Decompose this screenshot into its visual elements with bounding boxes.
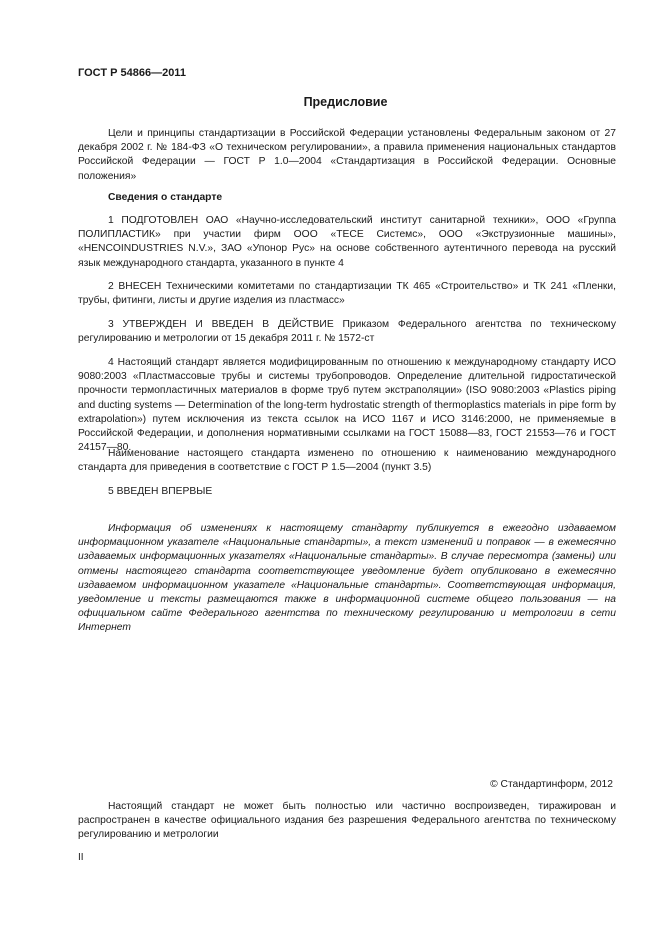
intro-paragraph: Цели и принципы стандартизации в Российской Федерации установлены Федеральным законом от 27 декабря 2002 г. № 184-ФЗ «О техническом регулировании», а правила применения национальных стандартов Российской Федерации — ГОСТ Р 1.0—2004 «Стандартизация в Российской Федерации. Основные положения» [78,128,616,182]
copyright-line: © Стандартинформ, 2012 [490,779,613,790]
item-name-change: Наименование настоящего стандарта изменено по отношению к наименованию международного стандарта для приведения в соответствие с ГОСТ Р 1.5—2004 (пункт 3.5) [78,448,616,474]
item-first-introduced: 5 ВВЕДЕН ВПЕРВЫЕ [108,486,213,497]
item-modified: 4 Настоящий стандарт является модифицированным по отношению к международному стандарту ИСО 9080:2003 «Пластмассовые трубы и системы трубопроводов. Определение длительной гидростатической прочности термопластичных материалов в форме труб путем экстраполяции» (ISO 9080:2003 «Plastics piping and ducting systems — Determination of the long-term hydrostatic strength of thermoplastics materials in pipe form by extrapolation») путем исключения из текста ссылок на ИСО 1167 и ИСО 3146:2000, не применяемые в Российской Федерации, и дополнения нормативными ссылками на ГОСТ 15088—83, ГОСТ 21553—76 и ГОСТ 24157—80. [78,357,616,454]
page-number: II [78,852,84,863]
section-heading: Сведения о стандарте [108,192,223,203]
reproduction-notice: Настоящий стандарт не может быть полностью или частично воспроизведен, тиражирован и распространен в качестве официального издания без разрешения Федерального агентства по техническому регулированию и метрологии [78,801,616,841]
item-approved: 3 УТВЕРЖДЕН И ВВЕДЕН В ДЕЙСТВИЕ Приказом Федерального агентства по техническому регулированию и метрологии от 15 декабря 2011 г. № 1572-ст [78,319,616,345]
info-notice: Информация об изменениях к настоящему стандарту публикуется в ежегодно издаваемом информационном указателе «Национальные стандарты», а текст изменений и поправок — в ежемесячно издаваемых информационных указателях «Национальные стандарты». В случае пересмотра (замены) или отмены настоящего стандарта соответствующее уведомление будет опубликовано в ежемесячно издаваемом информационном указателе «Национальные стандарты». Соответствующая информация, уведомление и тексты размещаются также в информационной системе общего пользования — на официальном сайте Федерального агентства по техническому регулированию и метрологии в сети Интернет [78,523,616,634]
item-submitted: 2 ВНЕСЕН Техническими комитетами по стандартизации ТК 465 «Строительство» и ТК 241 «Пленки, трубы, фитинги, листы и другие изделия из пластмасс» [78,281,616,307]
item-prepared: 1 ПОДГОТОВЛЕН ОАО «Научно-исследовательский институт санитарной техники», ООО «Группа ПОЛИПЛАСТИК» при участии фирм ООО «ТЕСЕ Системс», ООО «Экструзионные машины», «HENCOINDUSTRIES N.V.», ЗАО «Упонор Рус» на основе собственного аутентичного перевода на русский язык международного стандарта, указанного в пункте 4 [78,215,616,269]
document-header: ГОСТ Р 54866—2011 [78,67,186,79]
page-title: Предисловие [303,95,388,109]
